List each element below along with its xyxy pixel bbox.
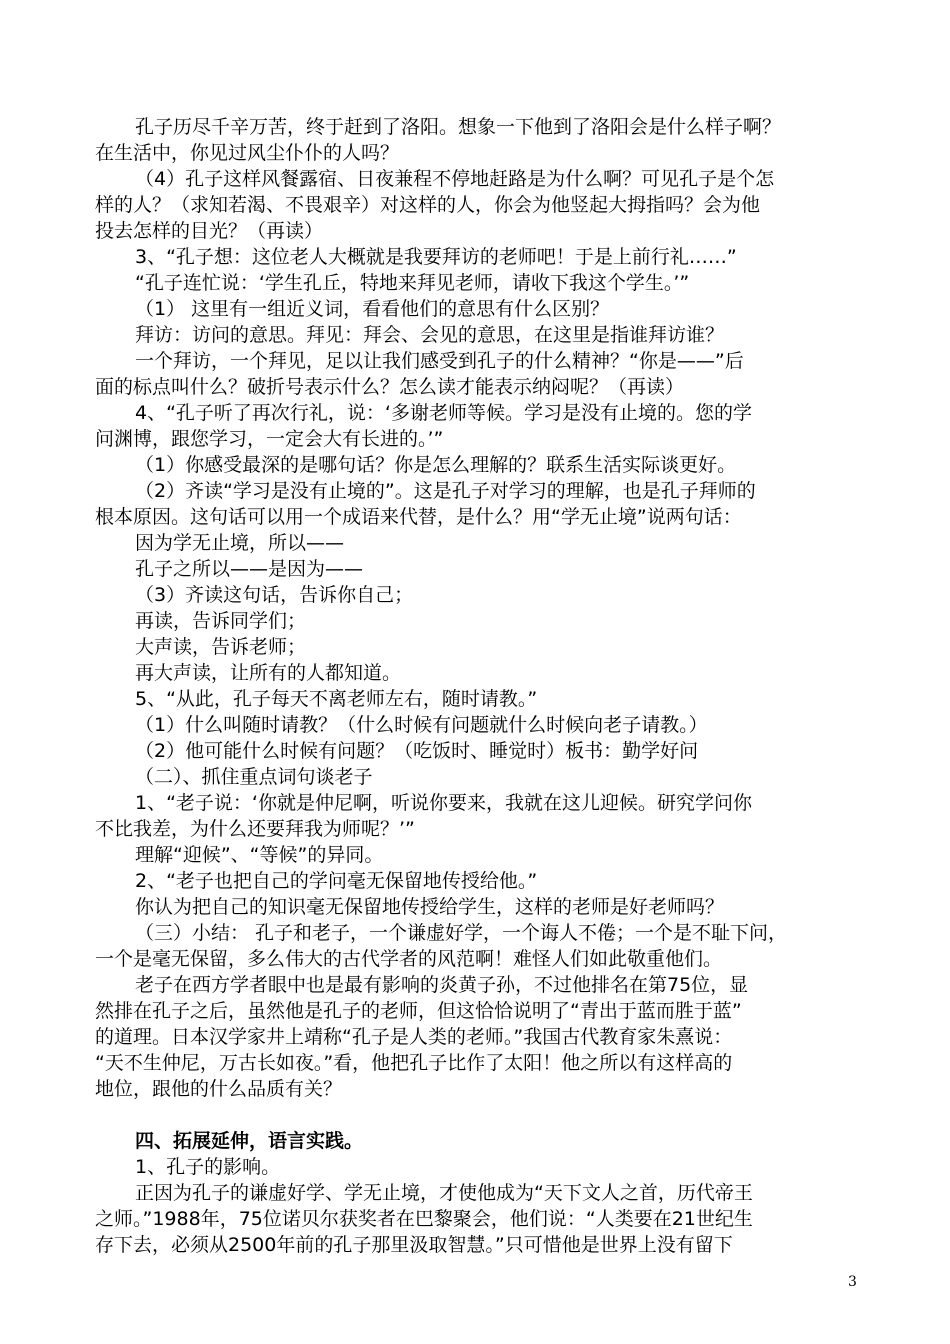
text-line: 根本原因。这句话可以用一个成语来代替，是什么？用“学无止境”说两句话： [95, 506, 742, 528]
text-line: 再读，告诉同学们； [135, 610, 307, 632]
text-line: （1） 这里有一组近义词，看看他们的意思有什么区别？ [135, 298, 610, 320]
text-line: 理解“迎候”、“等候”的异同。 [135, 844, 384, 866]
text-line: 再大声读，让所有的人都知道。 [135, 662, 402, 684]
text-line: （1）什么叫随时请教？（什么时候有问题就什么时候向老子请教。） [135, 714, 708, 736]
text-line: （2）他可能什么时候有问题？（吃饭时、睡觉时）板书：勤学好问 [135, 740, 699, 762]
text-line: 拜访：访问的意思。拜见：拜会、会见的意思，在这里是指谁拜访谁？ [135, 324, 725, 346]
text-line: 大声读，告诉老师； [135, 636, 307, 658]
text-line: （三）小结： 孔子和老子，一个谦虚好学，一个诲人不倦；一个是不耻下问， [135, 922, 788, 944]
text-line: 孔子历尽千辛万苦，终于赶到了洛阳。想象一下他到了洛阳会是什么样子啊？ [135, 116, 782, 138]
text-line: 孔子之所以——是因为—— [135, 558, 364, 580]
text-line: 因为学无止境，所以—— [135, 532, 345, 554]
text-line: 老子在西方学者眼中也是最有影响的炎黄子孙，不过他排名在第75位，显 [135, 974, 749, 996]
text-line: 问渊博，跟您学习，一定会大有长进的。’” [95, 428, 444, 450]
text-line: 2、“老子也把自己的学问毫无保留地传授给他。” [135, 870, 538, 892]
text-line: 在生活中，你见过风尘仆仆的人吗？ [95, 142, 400, 164]
text-line: 一个是毫无保留，多么伟大的古代学者的风范啊！难怪人们如此敬重他们。 [95, 948, 723, 970]
text-line: （2）齐读“学习是没有止境的”。这是孔子对学习的理解，也是孔子拜师的 [135, 480, 756, 502]
text-line: 不比我差，为什么还要拜我为师呢？’” [95, 818, 415, 840]
text-line [95, 1102, 865, 1128]
text-line: 面的标点叫什么？破折号表示什么？怎么读才能表示纳闷呢？（再读） [95, 376, 685, 398]
text-line: 1、“老子说：‘你就是仲尼啊，听说你要来，我就在这儿迎候。研究学问你 [135, 792, 752, 814]
text-line: 5、“从此，孔子每天不离老师左右，随时请教。” [135, 688, 538, 710]
text-line: 的道理。日本汉学家井上靖称“孔子是人类的老师。”我国古代教育家朱熹说： [95, 1026, 733, 1048]
text-line: 一个拜访，一个拜见，足以让我们感受到孔子的什么精神？“你是——”后 [135, 350, 744, 372]
text-line: （二）、抓住重点词句谈老子 [135, 766, 373, 788]
text-line: 然排在孔子之后，虽然他是孔子的老师，但这恰恰说明了“青出于蓝而胜于蓝” [95, 1000, 742, 1022]
section-heading: 四、拓展延伸，语言实践。 [135, 1130, 364, 1152]
text-line: 投去怎样的目光？（再读） [95, 220, 324, 242]
text-line: 样的人？（求知若渴、不畏艰辛）对这样的人，你会为他竖起大拇指吗？会为他 [95, 194, 761, 216]
text-line: 地位，跟他的什么品质有关？ [95, 1078, 343, 1100]
document-body [95, 114, 865, 1258]
text-line: 4、“孔子听了再次行礼，说：‘多谢老师等候。学习是没有止境的。您的学 [135, 402, 752, 424]
text-line: 存下去，必须从2500年前的孔子那里汲取智慧。”只可惜他是世界上没有留下 [95, 1234, 733, 1256]
text-line: “天不生仲尼，万古长如夜。”看，他把孔子比作了太阳！他之所以有这样高的 [95, 1052, 733, 1074]
text-line: “孔子连忙说：‘学生孔丘，特地来拜见老师，请收下我这个学生。’” [135, 272, 690, 294]
text-line: 你认为把自己的知识毫无保留地传授给学生，这样的老师是好老师吗？ [135, 896, 725, 918]
text-line: （4）孔子这样风餐露宿、日夜兼程不停地赶路是为什么啊？可见孔子是个怎 [135, 168, 775, 190]
text-line: 3、“孔子想：这位老人大概就是我要拜访的老师吧！于是上前行礼……” [135, 246, 737, 268]
text-line: 正因为孔子的谦虚好学、学无止境，才使他成为“天下文人之首，历代帝王 [135, 1182, 753, 1204]
text-line: 1、孔子的影响。 [135, 1156, 281, 1178]
page-number: 3 [848, 1274, 857, 1290]
text-line: 之师。”1988年，75位诺贝尔获奖者在巴黎聚会，他们说：“人类要在21世纪生 [95, 1208, 753, 1230]
text-line: （1）你感受最深的是哪句话？你是怎么理解的？联系生活实际谈更好。 [135, 454, 737, 476]
text-line: （3）齐读这句话，告诉你自己； [135, 584, 414, 606]
